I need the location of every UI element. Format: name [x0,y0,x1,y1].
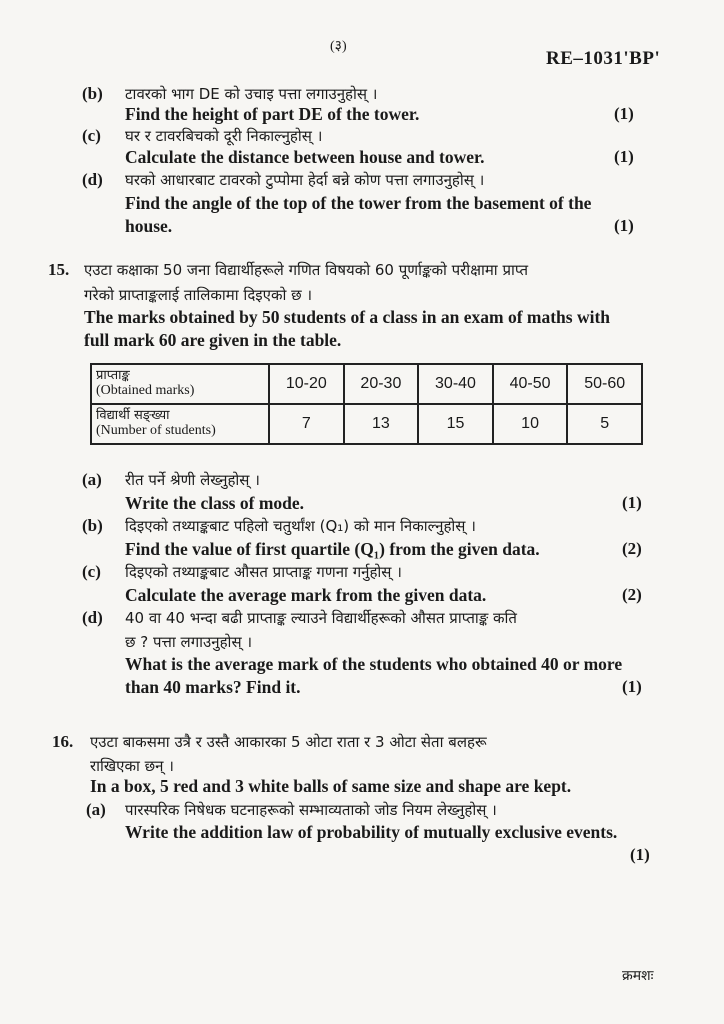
q15d-label: (d) [82,608,103,627]
q15-nepali-line1: एउटा कक्षाका 50 जना विद्यार्थीहरूले गणित विषयको 60 पूर्णाङ्कको परीक्षामा प्राप्त [84,261,529,279]
row-header-students [91,404,269,444]
continued-label: क्रमशः [622,968,654,984]
row-header-marks-nepali: प्राप्ताङ्क [96,368,130,384]
page-number: (३) [330,39,347,54]
q14b-label: (b) [82,84,103,103]
q15c-english: Calculate the average mark from the given data. [125,585,487,605]
q14d-marks: (1) [614,216,634,235]
frequency-cell: 13 [344,404,419,444]
table-row-marks [91,364,642,404]
q15c-marks: (2) [622,585,642,604]
q16a-label: (a) [86,800,106,819]
q16a-marks: (1) [630,845,650,864]
q14b-marks: (1) [614,104,634,123]
q16-number: 16. [52,732,74,751]
class-cell: 30-40 [418,364,493,404]
q15a-nepali: रीत पर्ने श्रेणी लेख्नुहोस् । [125,471,260,489]
frequency-cell: 10 [493,404,568,444]
row-header-marks [91,364,269,404]
q14d-label: (d) [82,170,103,189]
q15b-marks: (2) [622,539,642,558]
class-cell: 20-30 [344,364,419,404]
q15d-english-line1: What is the average mark of the students who obtained 40 or more [125,654,623,674]
row-header-students-english: (Number of students) [96,423,216,439]
q14c-nepali: घर र टावरबिचको दूरी निकाल्नुहोस् । [125,127,323,145]
q15d-nepali-line1: 40 वा 40 भन्दा बढी प्राप्ताङ्क ल्याउने विद्यार्थीहरूको औसत प्राप्ताङ्क कति [125,609,517,627]
q14c-label: (c) [82,126,101,145]
q14b-nepali: टावरको भाग DE को उचाइ पत्ता लगाउनुहोस् । [125,85,378,103]
q15b-english: Find the value of first quartile (Q₁) from the given data. [125,539,540,559]
q15d-marks: (1) [622,677,642,696]
q15a-marks: (1) [622,493,642,512]
q15-nepali-line2: गरेको प्राप्ताङ्कलाई तालिकामा दिइएको छ । [84,286,313,304]
class-cell: 40-50 [493,364,568,404]
q16a-english: Write the addition law of probability of mutually exclusive events. [125,822,618,842]
q15d-english-line2: than 40 marks? Find it. [125,677,301,697]
marks-table [90,363,643,445]
row-header-marks-english: (Obtained marks) [96,383,195,399]
frequency-cell: 5 [567,404,642,444]
frequency-cell: 7 [269,404,344,444]
paper-code: RE–1031'BP' [546,48,661,69]
frequency-cell: 15 [418,404,493,444]
q15a-label: (a) [82,470,102,489]
q14b-english: Find the height of part DE of the tower. [125,104,420,124]
q14d-english-line1: Find the angle of the top of the tower from the basement of the [125,193,592,213]
q14c-english: Calculate the distance between house and tower. [125,147,485,167]
q15d-nepali-line2: छ ? पत्ता लगाउनुहोस् । [125,633,253,651]
q16-nepali-line2: राखिएका छन् । [90,757,174,775]
table-row-students [91,404,642,444]
q15b-label: (b) [82,516,103,535]
q15a-english: Write the class of mode. [125,493,305,513]
q15-number: 15. [48,260,70,279]
q14d-english-line2: house. [125,216,173,236]
q15-english-line1: The marks obtained by 50 students of a class in an exam of maths with [84,307,611,327]
class-cell: 50-60 [567,364,642,404]
q14c-marks: (1) [614,147,634,166]
q15c-label: (c) [82,562,101,581]
q14d-nepali: घरको आधारबाट टावरको टुप्पोमा हेर्दा बन्ने कोण पत्ता लगाउनुहोस् । [125,171,485,189]
class-cell: 10-20 [269,364,344,404]
q15-english-line2: full mark 60 are given in the table. [84,330,342,350]
q15b-nepali: दिइएको तथ्याङ्कबाट पहिलो चतुर्थांश (Q₁) को मान निकाल्नुहोस् । [125,517,476,535]
q16a-nepali: पारस्परिक निषेधक घटनाहरूको सम्भाव्यताको जोड नियम लेख्नुहोस् । [125,801,497,819]
q16-nepali-line1: एउटा बाकसमा उत्रै र उस्तै आकारका 5 ओटा राता र 3 ओटा सेता बलहरू [90,733,487,751]
q16-english: In a box, 5 red and 3 white balls of same size and shape are kept. [90,776,572,796]
q15c-nepali: दिइएको तथ्याङ्कबाट औसत प्राप्ताङ्क गणना गर्नुहोस् । [125,563,402,581]
row-header-students-nepali: विद्यार्थी सङ्ख्या [96,408,170,424]
